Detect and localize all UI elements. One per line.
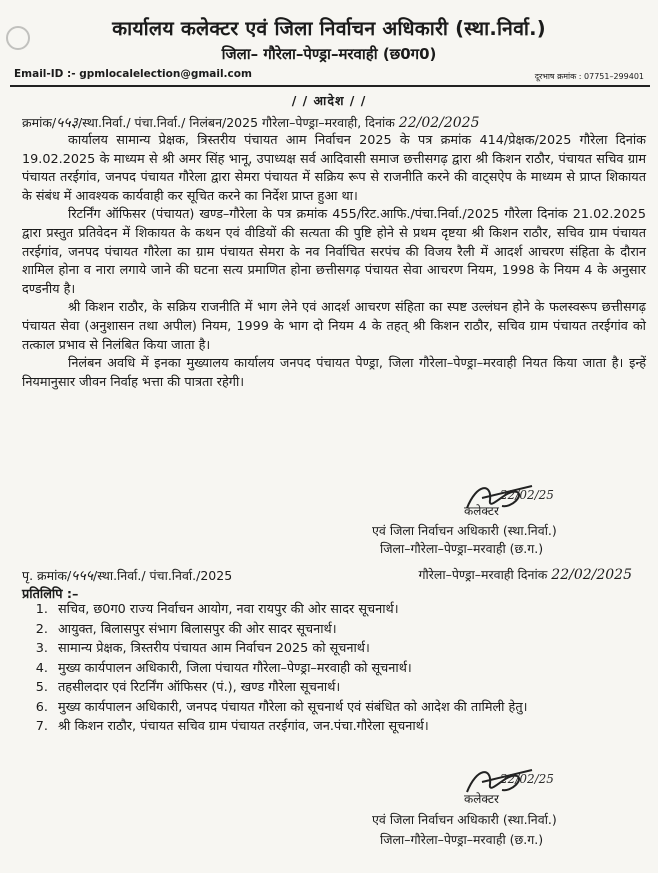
header-divider [10, 85, 650, 87]
office-title: कार्यालय कलेक्टर एवं जिला निर्वाचन अधिकारी (स्था.निर्वा.) [112, 17, 546, 40]
signature-block-2 [372, 772, 642, 856]
email-id: Email-ID :- gpmlocalelection@gmail.com [14, 68, 252, 80]
endorsement-prefix: पृ. क्रमांक/ [22, 568, 72, 583]
order-number-line [22, 113, 648, 132]
order-date-handwritten: 22/02/2025 [398, 115, 480, 131]
signature-1-designation: कलेक्टर [464, 504, 499, 518]
signature-1-line3: जिला–गौरेला–पेण्ड्रा–मरवाही (छ.ग.) [380, 541, 544, 556]
copy-item: 6. मुख्य कार्यपालन अधिकारी, जनपद पंचायत गौरेला को सूचनार्थ एवं संबंधित को आदेश की तामिली हेतु। [52, 698, 644, 718]
phone-number: दूरभाष क्रमांक : 07751–299401 [534, 72, 644, 81]
endorsement-line [22, 566, 646, 585]
paragraph-3: श्री किशन राठौर, के सक्रिय राजनीति में भाग लेने एवं आदर्श आचरण संहिता का स्पष्ट उल्लंघन होने के फलस्वरूप छत्तीसगढ़ पंचायत सेवा (अनुशासन तथा अपील) नियम, 1999 के भाग दो नियम 4 के तहत् श्री किशन राठौर, सचिव ग्राम पंचायत तरईगांव को तत्काल प्रभाव से निलंबित किया जाता है। [22, 300, 646, 353]
copy-list [30, 600, 644, 737]
signature-1-date: 22/02/25 [500, 488, 554, 502]
signature-2-designation: कलेक्टर [464, 792, 499, 806]
endorsement-details: /स्था.निर्वा./ पंचा.निर्वा./2025 [93, 568, 233, 583]
order-body [22, 132, 646, 392]
paragraph-1: कार्यालय सामान्य प्रेक्षक, त्रिस्तरीय पंचायत आम निर्वाचन 2025 के पत्र क्रमांक 414/प्रेक्षक/2025 गौरेला दिनांक 19.02.2025 के माध्यम से श्री अमर सिंह भानू, उपाध्यक्ष सर्व आदिवासी समाज छत्तीसगढ़ द्वारा श्री किशन राठौर, पंचायत सचिव ग्राम पंचायत तरईगांव, जनपद पंचायत गौरेला द्वारा सेमरा पंचायत में सक्रिय रूप से राजनीति करने की वाट्सऐप के माध्यम से प्राप्त शिकायत के संबंध में आवश्यक कार्यवाही कर सूचित करने का निर्देश प्राप्त हुआ था। [22, 133, 646, 204]
signature-2-date: 22/02/25 [500, 772, 554, 786]
order-number-details: /स्था.निर्वा./ पंचा.निर्वा./ निलंबन/2025 गौरेला–पेण्ड्रा–मरवाही, दिनांक [77, 115, 395, 130]
signature-2-line3: जिला–गौरेला–पेण्ड्रा–मरवाही (छ.ग.) [380, 832, 544, 847]
endorsement-date-group [418, 566, 632, 583]
endorsement-date-handwritten: 22/02/2025 [551, 567, 632, 583]
copy-item: 2. आयुक्त, बिलासपुर संभाग बिलासपुर की ओर सादर सूचनार्थ। [52, 620, 644, 640]
copy-to-heading: प्रतिलिपि :– [22, 587, 79, 602]
district-subtitle: जिला– गौरेला–पेण्ड्रा–मरवाही (छ0ग0) [221, 45, 437, 63]
paragraph-4: निलंबन अवधि में इनका मुख्यालय कार्यालय जनपद पंचायत पेण्ड्रा, जिला गौरेला–पेण्ड्रा–मरवाही नियत किया जाता है। इन्हें नियमानुसार जीवन निर्वाह भत्ता की पात्रता रहेगी। [22, 356, 646, 390]
copy-item: 5. तहसीलदार एवं रिटर्निंग ऑफिसर (पं.), खण्ड गौरेला सूचनार्थ। [52, 678, 644, 698]
signature-2-line2: एवं जिला निर्वाचन अधिकारी (स्था.निर्वा.) [372, 812, 557, 827]
order-heading: / / आदेश / / [291, 93, 367, 108]
signature-block-1 [372, 488, 642, 558]
paragraph-2: रिटर्निंग ऑफिसर (पंचायत) खण्ड–गौरेला के पत्र क्रमांक 455/रिट.आफि./पंचा.निर्वा./2025 गौरेला दिनांक 21.02.2025 द्वारा प्रस्तुत प्रतिवेदन में शिकायत के कथन एवं वीडियों की सत्यता की पुष्टि होने से प्रथम दृष्टया श्री किशन राठौर, सचिव ग्राम पंचायत तरईगांव, जनपद पंचायत गौरेला का ग्राम पंचायत सेमरा के नव निर्वाचित सरपंच की विजय रैली में आदर्श आचरण संहिता के दौरान शामिल होना व नारा लगाये जाने की घटना सत्य प्रमाणित होना छत्तीसगढ़ पंचायत सेवा आचरण नियम, 1998 के नियम 4 के अनुसार दण्डनीय है। [22, 207, 646, 297]
endorsement-number-handwritten: ५५५ [71, 568, 94, 584]
order-number-prefix: क्रमांक/ [22, 115, 57, 130]
copy-item: 7. श्री किशन राठौर, पंचायत सचिव ग्राम पंचायत तरईगांव, जन.पंचा.गौरेला सूचनार्थ। [52, 717, 644, 737]
copy-item: 1. सचिव, छ0ग0 राज्य निर्वाचन आयोग, नवा रायपुर की ओर सादर सूचनार्थ। [52, 600, 644, 620]
signature-1-line2: एवं जिला निर्वाचन अधिकारी (स्था.निर्वा.) [372, 523, 557, 538]
endorsement-place: गौरेला–पेण्ड्रा–मरवाही दिनांक [418, 567, 548, 582]
copy-item: 4. मुख्य कार्यपालन अधिकारी, जिला पंचायत गौरेला–पेण्ड्रा–मरवाही को सूचनार्थ। [52, 659, 644, 679]
order-number-handwritten: ५५३ [56, 115, 78, 131]
copy-item: 3. सामान्य प्रेक्षक, त्रिस्तरीय पंचायत आम निर्वाचन 2025 को सूचनार्थ। [52, 639, 644, 659]
